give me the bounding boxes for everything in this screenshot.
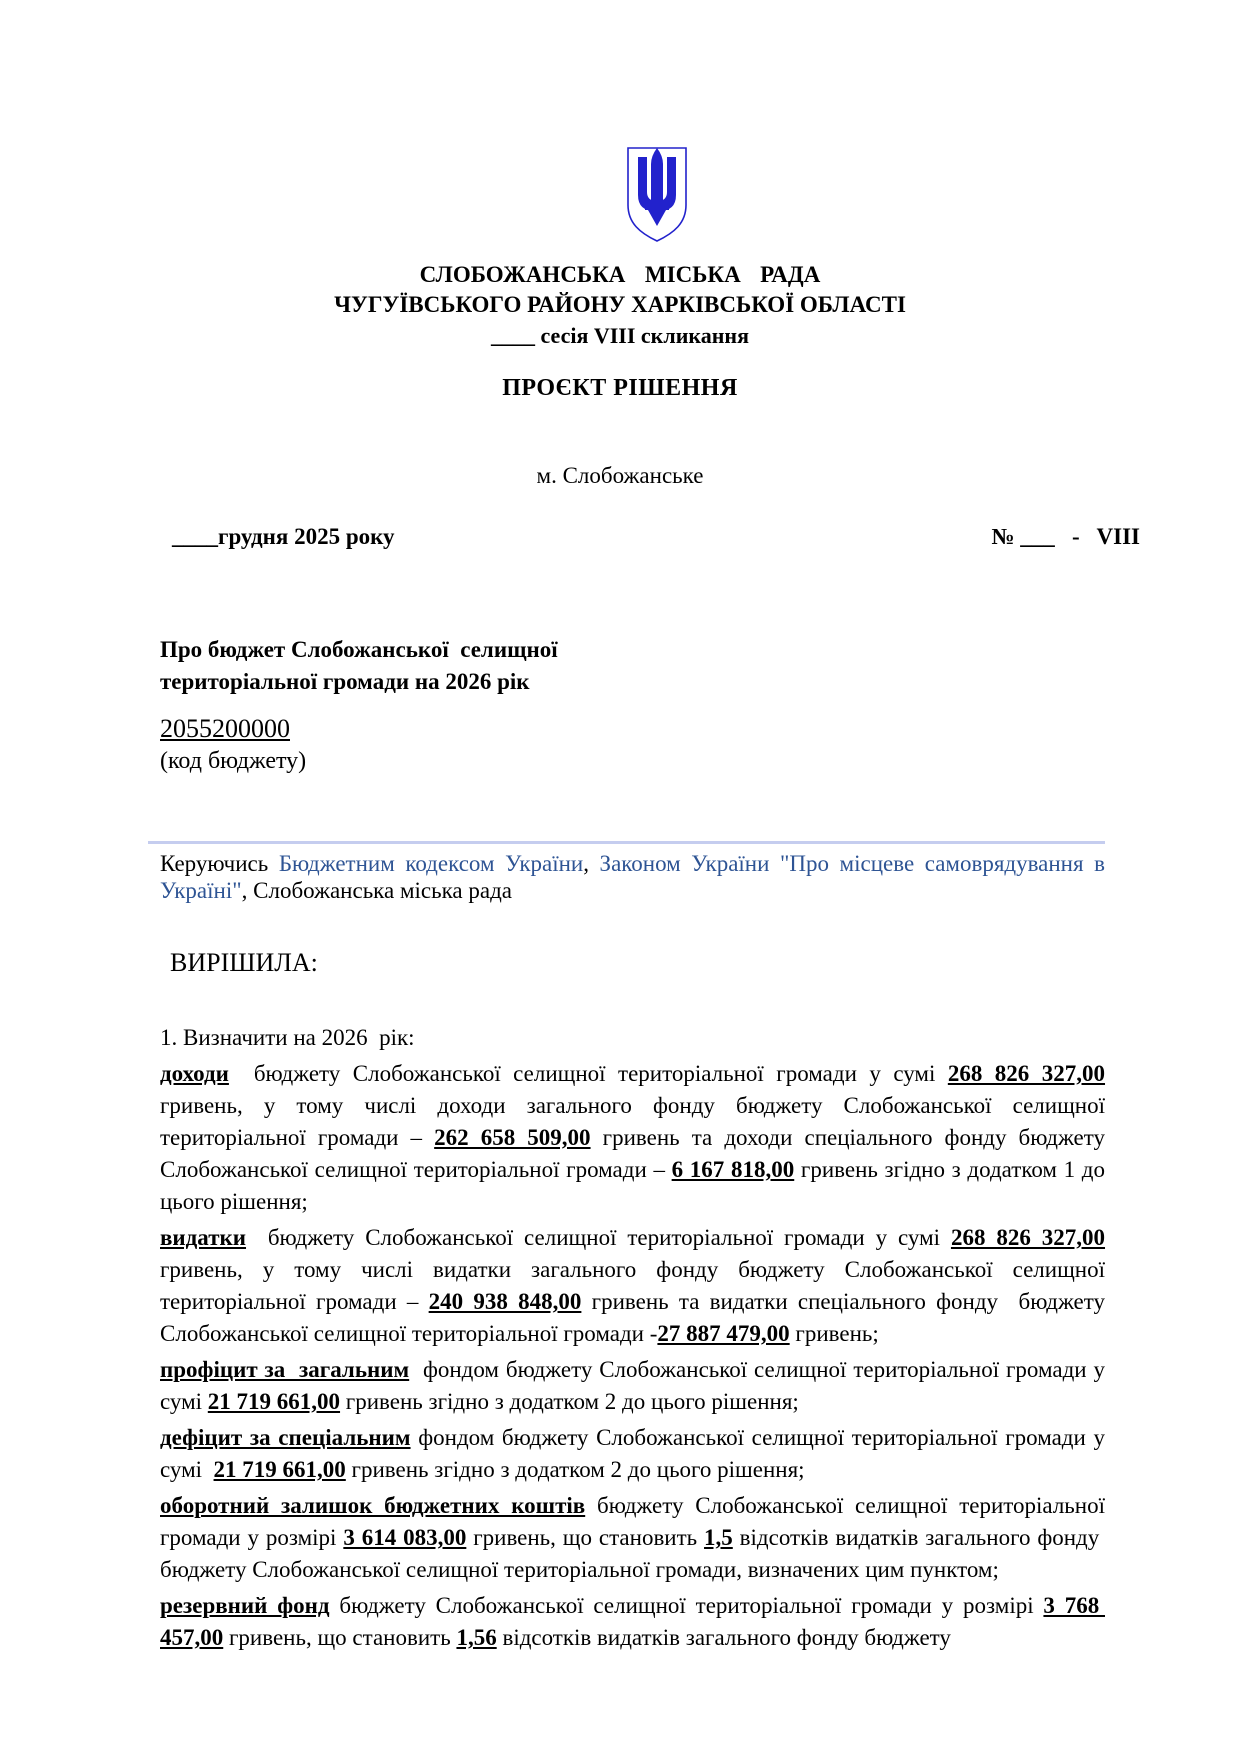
text-run: бюджету Слобожанської селищної територіальної громади у сумі: [246, 1225, 951, 1250]
text-run: доходи: [160, 1061, 229, 1086]
text-run: Керуючись: [160, 851, 279, 876]
budget-code-label: (код бюджету): [160, 748, 307, 774]
text-run: , Слобожанська міська рада: [241, 878, 513, 903]
text-run: 21 719 661,00: [213, 1457, 346, 1482]
text-run: бюджету Слобожанської селищної територіальної громади у сумі: [228, 1061, 948, 1086]
paragraph-working-balance: [160, 1490, 1105, 1586]
text-run: 6 167 818,00: [671, 1157, 795, 1182]
text-run: гривень згідно з додатком 2 до цього рішення;: [340, 1389, 799, 1414]
text-run: гривень та видатки спеціального фонду бюджету Слобожанської селищної територіальної громади -: [160, 1289, 1105, 1346]
number-line: № ___ - VIII: [991, 524, 1140, 549]
text-run: видатки: [160, 1225, 247, 1250]
text-run: 240 938 848,00: [428, 1289, 582, 1314]
text-run: гривень, що становить: [223, 1625, 457, 1650]
date-number-row: [160, 524, 1140, 550]
document-type-title: ПРОЄКТ РІШЕННЯ: [502, 375, 738, 401]
text-run: 262 658 509,00: [434, 1125, 591, 1150]
text-run: відсотків видатків загального фонду бюджету Слобожанської селищної територіальної громади, визначених цим пунктом;: [160, 1525, 1106, 1582]
org-name-line1: СЛОБОЖАНСЬКА МІСЬКА РАДА: [419, 262, 821, 287]
text-run: 1,5: [704, 1525, 733, 1550]
paragraph-reserve-fund: [160, 1590, 1105, 1654]
subject-line1: Про бюджет Слобожанської селищної: [160, 637, 558, 662]
text-run: резервний фонд: [160, 1593, 330, 1618]
text-run: дефіцит за спеціальним: [160, 1425, 411, 1450]
paragraph-deficit: [160, 1422, 1105, 1486]
law-hyperlink[interactable]: Законом України "Про місцеве самоврядування в Україні": [160, 851, 1105, 903]
date-line: ____грудня 2025 року: [172, 524, 395, 549]
text-run: гривень згідно з додатком 2 до цього рішення;: [345, 1457, 805, 1482]
paragraph-surplus: [160, 1354, 1105, 1418]
text-run: оборотний залишок бюджетних коштів: [160, 1493, 586, 1518]
text-run: профіцит за загальним: [160, 1357, 410, 1382]
org-name-line2: ЧУГУЇВСЬКОГО РАЙОНУ ХАРКІВСЬКОЇ ОБЛАСТІ: [334, 292, 906, 317]
text-run: відсотків видатків загального фонду бюджету: [496, 1625, 951, 1650]
trident-icon: [624, 145, 690, 243]
text-run: 268 826 327,00: [947, 1061, 1106, 1086]
text-run: ,: [583, 851, 600, 876]
text-run: 27 887 479,00: [657, 1321, 790, 1346]
text-run: гривень;: [789, 1321, 879, 1346]
text-run: бюджету Слобожанської селищної територіальної громади у розмірі: [160, 1493, 1106, 1550]
session-line: ____ сесія VIII скликання: [491, 323, 749, 348]
text-run: 21 719 661,00: [207, 1389, 341, 1414]
text-run: гривень та доходи спеціального фонду бюджету Слобожанської селищної територіальної громади –: [160, 1125, 1106, 1182]
body-paragraphs: [160, 1022, 1105, 1658]
paragraph-expenditures: [160, 1222, 1105, 1350]
text-run: фондом бюджету Слобожанської селищної територіальної громади у сумі: [160, 1425, 1105, 1482]
paragraph-revenues: [160, 1058, 1105, 1218]
point-1-line: 1. Визначити на 2026 рік:: [160, 1025, 415, 1050]
text-run: гривень згідно з додатком 1 до цього рішення;: [160, 1157, 1105, 1214]
text-run: бюджету Слобожанської селищної територіальної громади у розмірі: [329, 1593, 1044, 1618]
document-subject: [160, 634, 558, 698]
text-run: гривень, у тому числі доходи загального фонду бюджету Слобожанської селищної територіальної громади –: [160, 1093, 1105, 1150]
text-run: гривень, що становить: [466, 1525, 705, 1550]
subject-line2: територіальної громади на 2026 рік: [160, 669, 530, 694]
city-line: м. Слобожанське: [536, 463, 704, 488]
text-run: гривень, у тому числі видатки загального фонду бюджету Слобожанської селищної територіальної громади –: [160, 1257, 1105, 1314]
text-run: фондом бюджету Слобожанської селищної територіальної громади у сумі: [160, 1357, 1105, 1414]
resolved-word: ВИРІШИЛА:: [170, 948, 318, 977]
preamble-paragraph: [148, 841, 1105, 904]
budget-code: 2055200000: [160, 714, 290, 743]
text-run: 3 768 457,00: [160, 1593, 1105, 1650]
ukraine-trident-emblem: [624, 145, 690, 243]
law-hyperlink[interactable]: Бюджетним кодексом України: [278, 851, 584, 876]
text-run: 268 826 327,00: [950, 1225, 1106, 1250]
text-run: 1,56: [456, 1625, 497, 1650]
text-run: 3 614 083,00: [343, 1525, 467, 1550]
